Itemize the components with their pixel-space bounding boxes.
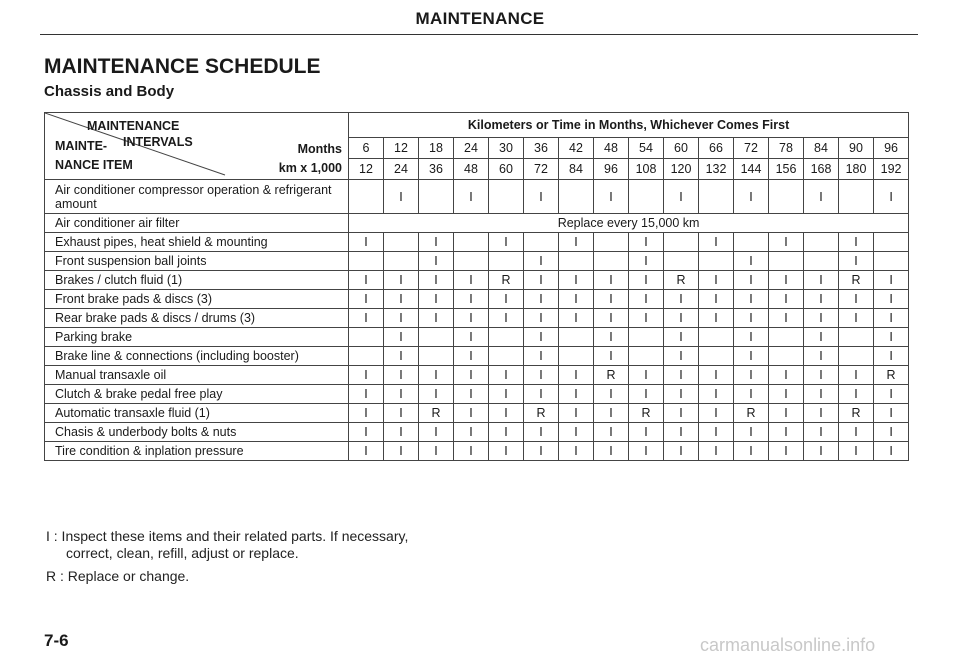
km-cell: 108 bbox=[629, 158, 664, 179]
schedule-cell: I bbox=[419, 385, 454, 404]
schedule-cell bbox=[629, 180, 664, 214]
schedule-cell: I bbox=[734, 180, 769, 214]
schedule-cell: R bbox=[839, 404, 874, 423]
schedule-cell: I bbox=[769, 271, 804, 290]
schedule-cell: I bbox=[734, 366, 769, 385]
schedule-cell bbox=[489, 328, 524, 347]
schedule-cell: I bbox=[384, 328, 419, 347]
schedule-cell: I bbox=[839, 252, 874, 271]
schedule-cell: I bbox=[384, 423, 419, 442]
section-title: MAINTENANCE SCHEDULE bbox=[44, 55, 321, 78]
schedule-cell: I bbox=[524, 252, 559, 271]
schedule-cell: I bbox=[489, 290, 524, 309]
km-label: km x 1,000 bbox=[278, 161, 342, 175]
schedule-cell bbox=[629, 328, 664, 347]
table-row bbox=[45, 442, 909, 461]
schedule-cell bbox=[349, 328, 384, 347]
interval-header: Kilometers or Time in Months, Whichever Comes First bbox=[349, 113, 909, 138]
schedule-cell: I bbox=[664, 385, 699, 404]
schedule-cell: I bbox=[419, 290, 454, 309]
schedule-cell bbox=[629, 347, 664, 366]
schedule-cell: I bbox=[524, 423, 559, 442]
schedule-cell: I bbox=[594, 290, 629, 309]
schedule-cell bbox=[664, 252, 699, 271]
schedule-cell: I bbox=[349, 366, 384, 385]
schedule-cell: I bbox=[804, 366, 839, 385]
schedule-cell: I bbox=[524, 385, 559, 404]
schedule-cell: I bbox=[454, 404, 489, 423]
schedule-cell: I bbox=[769, 385, 804, 404]
schedule-cell: I bbox=[454, 347, 489, 366]
item-name: Brake line & connections (including booster) bbox=[45, 347, 349, 366]
item-name: Rear brake pads & discs / drums (3) bbox=[45, 309, 349, 328]
table-row bbox=[45, 252, 909, 271]
schedule-cell: I bbox=[699, 271, 734, 290]
schedule-cell: I bbox=[454, 290, 489, 309]
schedule-cell: I bbox=[874, 328, 909, 347]
maintenance-schedule-table bbox=[44, 112, 909, 461]
schedule-cell: I bbox=[664, 290, 699, 309]
schedule-cell bbox=[804, 252, 839, 271]
schedule-cell bbox=[524, 233, 559, 252]
item-name: Brakes / clutch fluid (1) bbox=[45, 271, 349, 290]
schedule-cell: I bbox=[489, 442, 524, 461]
schedule-cell: I bbox=[769, 404, 804, 423]
schedule-cell: I bbox=[559, 290, 594, 309]
schedule-cell bbox=[839, 328, 874, 347]
table-row bbox=[45, 404, 909, 423]
months-cell: 12 bbox=[384, 137, 419, 158]
schedule-cell: I bbox=[419, 423, 454, 442]
schedule-cell: I bbox=[384, 366, 419, 385]
schedule-cell: I bbox=[699, 385, 734, 404]
schedule-cell bbox=[769, 328, 804, 347]
schedule-cell bbox=[769, 180, 804, 214]
schedule-cell bbox=[454, 233, 489, 252]
schedule-cell: I bbox=[874, 385, 909, 404]
km-cell: 48 bbox=[454, 158, 489, 179]
table-row bbox=[45, 423, 909, 442]
schedule-cell: I bbox=[559, 404, 594, 423]
schedule-cell bbox=[559, 180, 594, 214]
schedule-cell: I bbox=[594, 347, 629, 366]
schedule-cell: I bbox=[734, 290, 769, 309]
schedule-cell: I bbox=[804, 271, 839, 290]
item-name: Parking brake bbox=[45, 328, 349, 347]
months-cell: 96 bbox=[874, 137, 909, 158]
schedule-cell: I bbox=[384, 180, 419, 214]
schedule-cell: R bbox=[874, 366, 909, 385]
item-name: Air conditioner compressor operation & refrigerant amount bbox=[45, 180, 349, 214]
schedule-cell: I bbox=[524, 366, 559, 385]
schedule-cell bbox=[349, 252, 384, 271]
corner-label-nance-item: NANCE ITEM bbox=[55, 158, 133, 172]
schedule-cell: I bbox=[734, 442, 769, 461]
watermark: carmanualsonline.info bbox=[700, 635, 876, 655]
schedule-cell: I bbox=[384, 290, 419, 309]
schedule-cell: I bbox=[524, 328, 559, 347]
table-row bbox=[45, 271, 909, 290]
months-cell: 6 bbox=[349, 137, 384, 158]
schedule-cell: I bbox=[769, 442, 804, 461]
schedule-cell: I bbox=[804, 328, 839, 347]
schedule-cell bbox=[489, 252, 524, 271]
schedule-cell bbox=[769, 347, 804, 366]
schedule-cell: I bbox=[559, 366, 594, 385]
schedule-cell: I bbox=[839, 423, 874, 442]
schedule-cell: I bbox=[559, 271, 594, 290]
km-cell: 72 bbox=[524, 158, 559, 179]
schedule-cell: I bbox=[384, 442, 419, 461]
schedule-cell: I bbox=[349, 423, 384, 442]
km-cell: 96 bbox=[594, 158, 629, 179]
schedule-cell: I bbox=[454, 309, 489, 328]
corner-label-intervals: INTERVALS bbox=[123, 135, 193, 149]
months-cell: 78 bbox=[769, 137, 804, 158]
table-row bbox=[45, 366, 909, 385]
schedule-cell: I bbox=[699, 233, 734, 252]
schedule-cell: I bbox=[699, 404, 734, 423]
schedule-cell: I bbox=[384, 385, 419, 404]
km-cell: 168 bbox=[804, 158, 839, 179]
schedule-cell: I bbox=[384, 309, 419, 328]
schedule-cell bbox=[699, 180, 734, 214]
schedule-cell: I bbox=[874, 423, 909, 442]
item-name: Chasis & underbody bolts & nuts bbox=[45, 423, 349, 442]
schedule-cell bbox=[874, 233, 909, 252]
schedule-cell: I bbox=[804, 442, 839, 461]
months-label: Months bbox=[297, 142, 342, 156]
schedule-cell: I bbox=[769, 233, 804, 252]
schedule-cell: I bbox=[804, 347, 839, 366]
schedule-cell: I bbox=[629, 271, 664, 290]
schedule-cell: I bbox=[384, 404, 419, 423]
item-name: Exhaust pipes, heat shield & mounting bbox=[45, 233, 349, 252]
schedule-cell: I bbox=[419, 366, 454, 385]
km-cell: 180 bbox=[839, 158, 874, 179]
schedule-cell: I bbox=[664, 328, 699, 347]
schedule-cell: I bbox=[419, 309, 454, 328]
schedule-cell: I bbox=[804, 309, 839, 328]
table-row bbox=[45, 214, 909, 233]
km-cell: 60 bbox=[489, 158, 524, 179]
schedule-cell: I bbox=[769, 423, 804, 442]
km-cell: 132 bbox=[699, 158, 734, 179]
schedule-cell: I bbox=[489, 233, 524, 252]
schedule-cell: I bbox=[419, 271, 454, 290]
schedule-cell: I bbox=[874, 290, 909, 309]
schedule-cell: I bbox=[664, 423, 699, 442]
schedule-cell: I bbox=[664, 180, 699, 214]
km-cell: 120 bbox=[664, 158, 699, 179]
item-name: Air conditioner air filter bbox=[45, 214, 349, 233]
schedule-cell: I bbox=[594, 423, 629, 442]
schedule-cell: I bbox=[384, 347, 419, 366]
months-cell: 36 bbox=[524, 137, 559, 158]
months-cell: 66 bbox=[699, 137, 734, 158]
schedule-cell: I bbox=[629, 233, 664, 252]
schedule-cell: I bbox=[839, 309, 874, 328]
schedule-cell bbox=[769, 252, 804, 271]
schedule-cell bbox=[594, 233, 629, 252]
schedule-cell: I bbox=[524, 180, 559, 214]
schedule-cell bbox=[419, 328, 454, 347]
table-row bbox=[45, 328, 909, 347]
schedule-cell: I bbox=[384, 271, 419, 290]
page-number: 7-6 bbox=[44, 631, 69, 650]
months-cell: 24 bbox=[454, 137, 489, 158]
schedule-cell: I bbox=[594, 328, 629, 347]
schedule-cell bbox=[699, 328, 734, 347]
schedule-cell: I bbox=[349, 271, 384, 290]
note-inspect: I : Inspect these items and their related parts. If necessary, bbox=[46, 528, 409, 544]
schedule-cell: I bbox=[804, 423, 839, 442]
schedule-cell: R bbox=[489, 271, 524, 290]
schedule-cell: I bbox=[734, 347, 769, 366]
schedule-cell: I bbox=[629, 290, 664, 309]
schedule-cell: I bbox=[874, 347, 909, 366]
km-cell: 36 bbox=[419, 158, 454, 179]
schedule-cell: R bbox=[734, 404, 769, 423]
schedule-cell: I bbox=[594, 385, 629, 404]
km-cell: 192 bbox=[874, 158, 909, 179]
schedule-cell: I bbox=[524, 271, 559, 290]
schedule-cell: I bbox=[349, 385, 384, 404]
schedule-cell: I bbox=[804, 180, 839, 214]
schedule-cell: I bbox=[349, 442, 384, 461]
schedule-cell: I bbox=[419, 252, 454, 271]
schedule-cell: I bbox=[699, 309, 734, 328]
schedule-cell: I bbox=[734, 328, 769, 347]
schedule-cell: I bbox=[804, 290, 839, 309]
schedule-cell: I bbox=[664, 347, 699, 366]
schedule-cell: I bbox=[559, 385, 594, 404]
schedule-cell: I bbox=[594, 309, 629, 328]
schedule-cell: I bbox=[874, 309, 909, 328]
schedule-cell: R bbox=[419, 404, 454, 423]
schedule-cell: I bbox=[524, 347, 559, 366]
months-cell: 72 bbox=[734, 137, 769, 158]
schedule-cell: R bbox=[664, 271, 699, 290]
schedule-cell: I bbox=[804, 404, 839, 423]
schedule-cell: I bbox=[559, 423, 594, 442]
table-row bbox=[45, 180, 909, 214]
schedule-cell: I bbox=[489, 385, 524, 404]
schedule-cell: I bbox=[454, 271, 489, 290]
schedule-cell: I bbox=[629, 385, 664, 404]
schedule-cell bbox=[559, 328, 594, 347]
schedule-cell: I bbox=[454, 328, 489, 347]
months-cell: 60 bbox=[664, 137, 699, 158]
schedule-cell: I bbox=[874, 180, 909, 214]
schedule-cell: I bbox=[804, 385, 839, 404]
months-cell: 54 bbox=[629, 137, 664, 158]
schedule-cell: I bbox=[839, 442, 874, 461]
schedule-cell: I bbox=[594, 180, 629, 214]
schedule-cell: R bbox=[524, 404, 559, 423]
schedule-cell: I bbox=[769, 366, 804, 385]
schedule-cell: I bbox=[489, 423, 524, 442]
item-name: Automatic transaxle fluid (1) bbox=[45, 404, 349, 423]
schedule-cell bbox=[559, 347, 594, 366]
schedule-cell: I bbox=[839, 233, 874, 252]
schedule-cell: I bbox=[419, 442, 454, 461]
schedule-cell: I bbox=[349, 290, 384, 309]
item-name: Front brake pads & discs (3) bbox=[45, 290, 349, 309]
schedule-cell bbox=[384, 252, 419, 271]
corner-header-cell bbox=[45, 113, 349, 180]
schedule-cell: I bbox=[699, 290, 734, 309]
table-row bbox=[45, 290, 909, 309]
note-replace: R : Replace or change. bbox=[46, 568, 190, 584]
schedule-cell: I bbox=[349, 233, 384, 252]
schedule-cell: R bbox=[629, 404, 664, 423]
schedule-cell: R bbox=[594, 366, 629, 385]
schedule-cell: I bbox=[489, 404, 524, 423]
schedule-cell: I bbox=[874, 404, 909, 423]
schedule-cell bbox=[489, 347, 524, 366]
schedule-cell: I bbox=[629, 442, 664, 461]
schedule-cell: I bbox=[559, 233, 594, 252]
table-row bbox=[45, 347, 909, 366]
table-row bbox=[45, 385, 909, 404]
note-inspect-cont: correct, clean, refill, adjust or replace. bbox=[66, 545, 299, 561]
months-cell: 84 bbox=[804, 137, 839, 158]
corner-label-mainte: MAINTE- bbox=[55, 139, 108, 153]
km-cell: 12 bbox=[349, 158, 384, 179]
schedule-cell: I bbox=[874, 442, 909, 461]
schedule-cell: I bbox=[734, 271, 769, 290]
schedule-cell: I bbox=[559, 309, 594, 328]
schedule-cell: I bbox=[664, 366, 699, 385]
schedule-cell: I bbox=[489, 366, 524, 385]
schedule-cell: I bbox=[454, 180, 489, 214]
schedule-cell: I bbox=[489, 309, 524, 328]
schedule-cell: I bbox=[454, 442, 489, 461]
schedule-cell: I bbox=[839, 366, 874, 385]
item-name: Tire condition & inplation pressure bbox=[45, 442, 349, 461]
schedule-cell: R bbox=[839, 271, 874, 290]
schedule-cell bbox=[699, 347, 734, 366]
months-cell: 90 bbox=[839, 137, 874, 158]
schedule-cell bbox=[874, 252, 909, 271]
section-subtitle: Chassis and Body bbox=[44, 83, 175, 100]
schedule-cell: I bbox=[664, 404, 699, 423]
schedule-cell: I bbox=[769, 309, 804, 328]
item-name: Front suspension ball joints bbox=[45, 252, 349, 271]
schedule-cell bbox=[804, 233, 839, 252]
schedule-cell: I bbox=[734, 423, 769, 442]
schedule-cell: I bbox=[524, 442, 559, 461]
header-rule bbox=[40, 34, 918, 35]
km-cell: 84 bbox=[559, 158, 594, 179]
schedule-cell bbox=[489, 180, 524, 214]
months-cell: 48 bbox=[594, 137, 629, 158]
months-cell: 30 bbox=[489, 137, 524, 158]
schedule-cell: I bbox=[839, 290, 874, 309]
schedule-cell: I bbox=[699, 423, 734, 442]
schedule-cell: I bbox=[734, 309, 769, 328]
schedule-cell bbox=[419, 347, 454, 366]
table-row bbox=[45, 309, 909, 328]
schedule-cell: I bbox=[594, 404, 629, 423]
schedule-cell: I bbox=[629, 252, 664, 271]
schedule-cell bbox=[594, 252, 629, 271]
replace-every-note: Replace every 15,000 km bbox=[349, 214, 909, 233]
months-cell: 42 bbox=[559, 137, 594, 158]
page-header: MAINTENANCE bbox=[415, 9, 545, 28]
schedule-cell: I bbox=[349, 404, 384, 423]
months-cell: 18 bbox=[419, 137, 454, 158]
schedule-cell bbox=[454, 252, 489, 271]
item-name: Manual transaxle oil bbox=[45, 366, 349, 385]
schedule-cell: I bbox=[454, 366, 489, 385]
table-row bbox=[45, 233, 909, 252]
schedule-cell: I bbox=[629, 309, 664, 328]
schedule-cell: I bbox=[769, 290, 804, 309]
km-cell: 144 bbox=[734, 158, 769, 179]
schedule-cell: I bbox=[559, 442, 594, 461]
schedule-cell: I bbox=[454, 423, 489, 442]
schedule-cell bbox=[839, 347, 874, 366]
schedule-cell bbox=[699, 252, 734, 271]
corner-label-maintenance: MAINTENANCE bbox=[87, 119, 180, 133]
schedule-cell bbox=[419, 180, 454, 214]
schedule-cell bbox=[384, 233, 419, 252]
schedule-cell bbox=[839, 180, 874, 214]
schedule-cell: I bbox=[524, 290, 559, 309]
schedule-cell bbox=[734, 233, 769, 252]
schedule-cell: I bbox=[839, 385, 874, 404]
schedule-cell: I bbox=[664, 309, 699, 328]
km-cell: 156 bbox=[769, 158, 804, 179]
schedule-cell bbox=[664, 233, 699, 252]
schedule-cell: I bbox=[734, 385, 769, 404]
schedule-cell: I bbox=[629, 423, 664, 442]
item-name: Clutch & brake pedal free play bbox=[45, 385, 349, 404]
schedule-cell bbox=[559, 252, 594, 271]
schedule-cell: I bbox=[664, 442, 699, 461]
schedule-cell: I bbox=[349, 309, 384, 328]
schedule-cell: I bbox=[524, 309, 559, 328]
schedule-cell: I bbox=[594, 271, 629, 290]
schedule-cell: I bbox=[734, 252, 769, 271]
km-cell: 24 bbox=[384, 158, 419, 179]
schedule-cell: I bbox=[699, 442, 734, 461]
schedule-cell bbox=[349, 180, 384, 214]
schedule-cell: I bbox=[874, 271, 909, 290]
schedule-cell bbox=[349, 347, 384, 366]
schedule-cell: I bbox=[419, 233, 454, 252]
schedule-cell: I bbox=[594, 442, 629, 461]
schedule-cell: I bbox=[629, 366, 664, 385]
schedule-cell: I bbox=[454, 385, 489, 404]
schedule-cell: I bbox=[699, 366, 734, 385]
